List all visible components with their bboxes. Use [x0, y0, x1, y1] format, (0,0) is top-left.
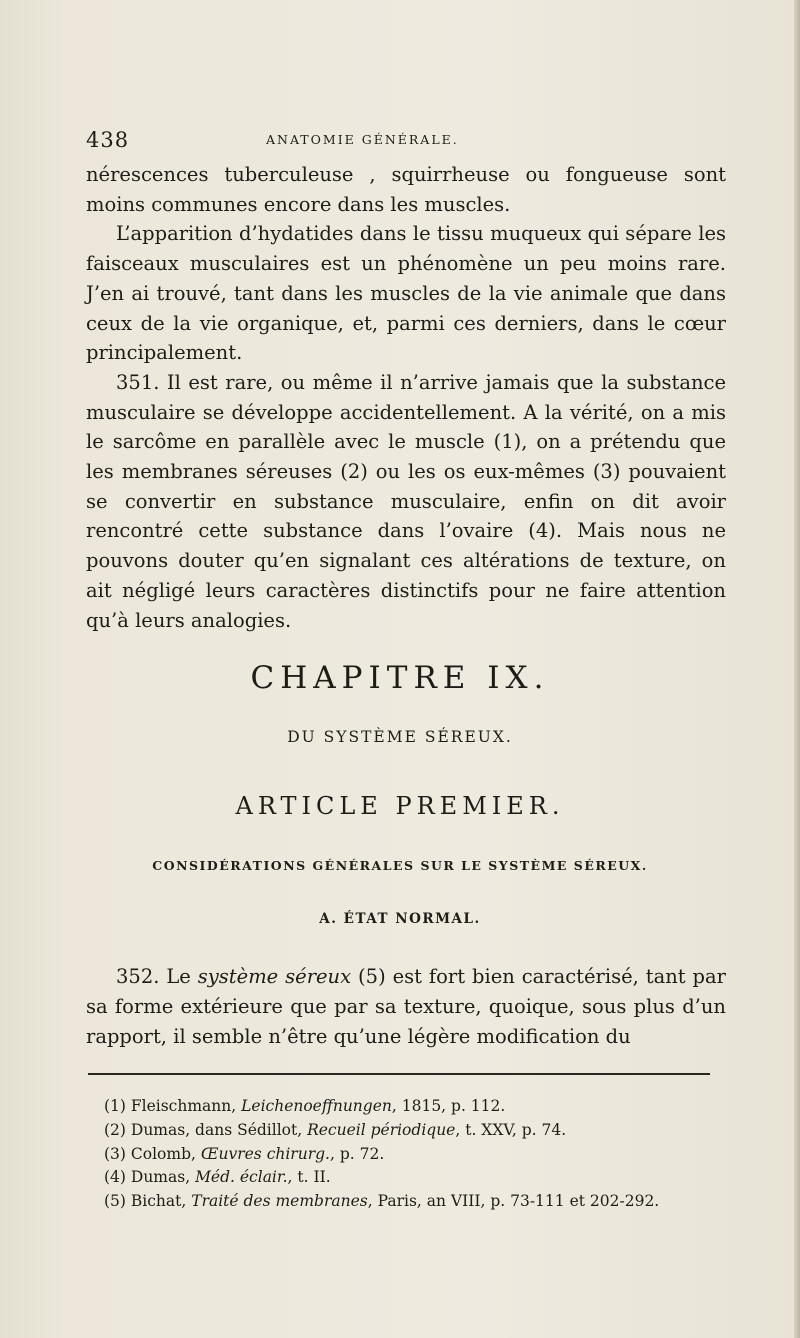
article-heading: ARTICLE PREMIER. [235, 792, 565, 820]
footnote-text: , p. 72. [329, 1144, 385, 1163]
footnote-title: Recueil périodique [307, 1120, 456, 1139]
footnote-text: Bichat, [130, 1192, 192, 1211]
footnote-title: Traité des membranes [191, 1192, 368, 1211]
main-text-continued [86, 962, 726, 1052]
paragraph: L’apparition d’hydatides dans le tissu muqueux qui sépare les faisceaux musculaires est un phénomène un peu moins rare. J’en ai trouvé, tant dans les muscles de la vie animale que dans ceux de la vie organique, et, parmi ces derniers, dans le cœur principalement. [86, 222, 726, 365]
footnote [86, 1119, 726, 1143]
footnote-number: (2) [104, 1120, 131, 1139]
footnote-text: , 1815, p. 112. [391, 1097, 506, 1115]
footnote-text: Dumas, [130, 1168, 196, 1187]
footnote-text: , t. XXV, p. 74. [455, 1120, 567, 1139]
footnote-rule [88, 1073, 710, 1075]
footnote [86, 1143, 726, 1167]
footnote-text: , Paris, an VIII, p. 73-111 et 202-292. [367, 1192, 660, 1211]
footnote-text: Dumas, dans Sédillot, [130, 1120, 308, 1139]
footnote [86, 1095, 726, 1119]
article-title: CONSIDÉRATIONS GÉNÉRALES SUR LE SYSTÈME SÉREUX. [152, 858, 648, 873]
chapter-heading: CHAPITRE IX. [250, 660, 550, 696]
footnote-number: (3) [104, 1144, 131, 1163]
running-head: ANATOMIE GÉNÉRALE. [266, 132, 459, 147]
footnote-text: Colomb, [130, 1144, 201, 1163]
footnote-number: (5) [104, 1192, 131, 1211]
footnote [86, 1166, 726, 1190]
italic-term: système séreux [197, 965, 352, 988]
paragraph [86, 962, 726, 1052]
footnote-number: (1) [104, 1097, 131, 1115]
footnote-title: Œuvres chirurg. [200, 1144, 330, 1163]
page-header [86, 128, 726, 154]
section-heading: A. ÉTAT NORMAL. [319, 911, 481, 927]
paragraph-start: 352. Le [116, 965, 198, 988]
footnote-title: Leichenoeffnungen [241, 1097, 392, 1115]
paragraph: nérescences tuberculeuse , squirrheuse ou fongueuse sont moins communes encore dans les muscles. [86, 163, 726, 216]
footnote-text: , t. II. [287, 1168, 331, 1187]
main-text [86, 160, 726, 635]
paragraph: 351. Il est rare, ou même il n’arrive jamais que la substance musculaire se développe accidentellement. A la vérité, on a mis le sarcôme en parallèle avec le muscle (1), on a prétendu que les membranes séreuses (2) ou les os eux-mêmes (3) pouvaient se convertir en substance musculaire, enfin on dit avoir rencontré cette substance dans l’ovaire (4). Mais nous ne pouvons douter qu’en signalant ces altérations de texture, on ait négligé leurs caractères distinctifs pour ne faire attention qu’à leurs analogies. [86, 370, 726, 632]
chapter-title: DU SYSTÈME SÉREUX. [287, 728, 513, 746]
paragraph-rest: (5) est fort bien caractérisé, tant par sa forme extérieure que par sa texture, quoique, sous plus d’un rapport, il semble n’être qu’une légère modification du [86, 965, 726, 1048]
footnote [86, 1190, 726, 1214]
footnotes [86, 1095, 726, 1214]
footnote-number: (4) [104, 1168, 131, 1187]
footnote-text: Fleischmann, [130, 1097, 242, 1115]
footnote-title: Méd. éclair. [195, 1168, 288, 1187]
page-number: 438 [86, 128, 130, 152]
